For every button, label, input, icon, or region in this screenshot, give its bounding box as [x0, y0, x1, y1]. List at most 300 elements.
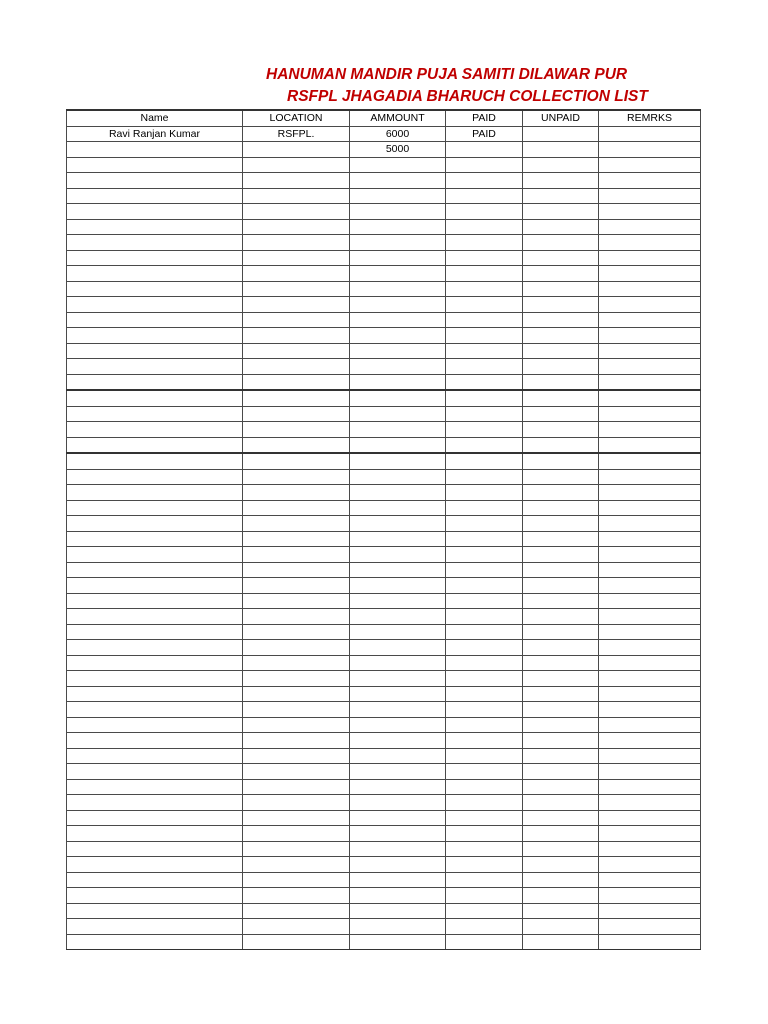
cell-location: [243, 764, 350, 780]
table-row: [67, 250, 701, 266]
cell-unpaid: [523, 547, 599, 563]
cell-paid: [446, 390, 523, 406]
table-row: [67, 281, 701, 297]
cell-location: [243, 485, 350, 501]
cell-remarks: [599, 593, 701, 609]
cell-remarks: [599, 250, 701, 266]
column-header-unpaid: UNPAID: [523, 110, 599, 126]
cell-paid: [446, 857, 523, 873]
cell-name: [67, 919, 243, 935]
table-row: [67, 764, 701, 780]
cell-location: [243, 297, 350, 313]
cell-remarks: [599, 173, 701, 189]
cell-amount: [350, 795, 446, 811]
cell-unpaid: [523, 390, 599, 406]
cell-paid: [446, 826, 523, 842]
cell-paid: [446, 173, 523, 189]
cell-remarks: [599, 686, 701, 702]
table-row: [67, 516, 701, 532]
cell-unpaid: [523, 453, 599, 469]
cell-amount: [350, 343, 446, 359]
cell-name: [67, 717, 243, 733]
cell-unpaid: [523, 888, 599, 904]
cell-location: [243, 469, 350, 485]
table-row: [67, 531, 701, 547]
cell-amount: [350, 624, 446, 640]
cell-amount: [350, 173, 446, 189]
cell-paid: PAID: [446, 126, 523, 142]
cell-remarks: [599, 500, 701, 516]
cell-location: [243, 919, 350, 935]
cell-remarks: [599, 655, 701, 671]
cell-amount: [350, 764, 446, 780]
table-row: [67, 297, 701, 313]
cell-paid: [446, 624, 523, 640]
cell-location: [243, 437, 350, 453]
cell-location: [243, 328, 350, 344]
cell-unpaid: [523, 406, 599, 422]
table-row: [67, 733, 701, 749]
cell-location: [243, 516, 350, 532]
cell-location: [243, 500, 350, 516]
cell-name: [67, 328, 243, 344]
cell-amount: [350, 406, 446, 422]
cell-name: [67, 188, 243, 204]
table-row: [67, 235, 701, 251]
cell-paid: [446, 188, 523, 204]
table-row: [67, 157, 701, 173]
cell-location: [243, 717, 350, 733]
cell-remarks: [599, 671, 701, 687]
document-title-line-2: RSFPL JHAGADIA BHARUCH COLLECTION LIST: [287, 88, 648, 105]
table-row: [67, 422, 701, 438]
cell-remarks: [599, 204, 701, 220]
cell-location: [243, 655, 350, 671]
cell-remarks: [599, 578, 701, 594]
cell-amount: [350, 469, 446, 485]
cell-remarks: [599, 826, 701, 842]
cell-unpaid: [523, 157, 599, 173]
cell-location: [243, 173, 350, 189]
cell-unpaid: [523, 872, 599, 888]
cell-name: [67, 888, 243, 904]
cell-name: [67, 235, 243, 251]
table-row: [67, 655, 701, 671]
cell-paid: [446, 795, 523, 811]
cell-unpaid: [523, 312, 599, 328]
table-row: [67, 624, 701, 640]
cell-paid: [446, 547, 523, 563]
cell-name: [67, 250, 243, 266]
cell-location: [243, 841, 350, 857]
cell-name: [67, 795, 243, 811]
table-row: [67, 826, 701, 842]
cell-name: [67, 485, 243, 501]
cell-amount: [350, 235, 446, 251]
cell-unpaid: [523, 671, 599, 687]
cell-name: [67, 343, 243, 359]
cell-name: [67, 779, 243, 795]
cell-location: [243, 281, 350, 297]
cell-unpaid: [523, 578, 599, 594]
cell-unpaid: [523, 204, 599, 220]
cell-name: [67, 219, 243, 235]
cell-paid: [446, 640, 523, 656]
cell-name: [67, 671, 243, 687]
cell-unpaid: [523, 235, 599, 251]
cell-paid: [446, 578, 523, 594]
table-header-row: [67, 110, 701, 126]
cell-paid: [446, 485, 523, 501]
cell-remarks: [599, 841, 701, 857]
cell-remarks: [599, 562, 701, 578]
cell-remarks: [599, 142, 701, 158]
cell-location: [243, 702, 350, 718]
cell-unpaid: [523, 795, 599, 811]
cell-amount: [350, 266, 446, 282]
cell-name: [67, 857, 243, 873]
table-row: [67, 406, 701, 422]
table-row: [67, 578, 701, 594]
cell-unpaid: [523, 531, 599, 547]
table-row: [67, 609, 701, 625]
cell-paid: [446, 500, 523, 516]
cell-unpaid: [523, 516, 599, 532]
cell-unpaid: [523, 686, 599, 702]
cell-location: [243, 453, 350, 469]
column-header-paid: PAID: [446, 110, 523, 126]
cell-amount: [350, 328, 446, 344]
cell-unpaid: [523, 764, 599, 780]
table-row: [67, 469, 701, 485]
cell-paid: [446, 469, 523, 485]
cell-paid: [446, 702, 523, 718]
cell-name: [67, 374, 243, 390]
cell-paid: [446, 374, 523, 390]
cell-paid: [446, 733, 523, 749]
cell-unpaid: [523, 810, 599, 826]
cell-name: [67, 593, 243, 609]
cell-unpaid: [523, 359, 599, 375]
cell-name: [67, 297, 243, 313]
table-row: [67, 142, 701, 158]
cell-paid: [446, 717, 523, 733]
cell-name: [67, 312, 243, 328]
cell-remarks: [599, 531, 701, 547]
cell-location: [243, 857, 350, 873]
cell-location: [243, 795, 350, 811]
cell-remarks: [599, 717, 701, 733]
cell-remarks: [599, 903, 701, 919]
cell-name: [67, 686, 243, 702]
cell-name: [67, 934, 243, 950]
cell-remarks: [599, 609, 701, 625]
table-row: [67, 343, 701, 359]
table-row: [67, 312, 701, 328]
cell-name: [67, 359, 243, 375]
table-row: [67, 748, 701, 764]
table-row: [67, 359, 701, 375]
cell-name: [67, 764, 243, 780]
cell-paid: [446, 204, 523, 220]
cell-name: [67, 748, 243, 764]
cell-unpaid: [523, 485, 599, 501]
cell-remarks: [599, 934, 701, 950]
cell-remarks: [599, 297, 701, 313]
cell-location: [243, 686, 350, 702]
cell-location: [243, 903, 350, 919]
cell-name: [67, 469, 243, 485]
cell-location: [243, 157, 350, 173]
cell-name: [67, 500, 243, 516]
cell-amount: [350, 516, 446, 532]
cell-location: [243, 390, 350, 406]
cell-remarks: [599, 281, 701, 297]
cell-name: [67, 640, 243, 656]
cell-unpaid: [523, 717, 599, 733]
table-row: [67, 888, 701, 904]
table-row: [67, 810, 701, 826]
cell-name: [67, 142, 243, 158]
cell-name: [67, 390, 243, 406]
cell-unpaid: [523, 142, 599, 158]
cell-unpaid: [523, 934, 599, 950]
cell-paid: [446, 593, 523, 609]
cell-remarks: [599, 919, 701, 935]
table-body: [67, 126, 701, 950]
table-row: [67, 547, 701, 563]
cell-location: [243, 733, 350, 749]
column-header-name: Name: [67, 110, 243, 126]
cell-name: [67, 204, 243, 220]
table-row: [67, 640, 701, 656]
table-row: [67, 500, 701, 516]
cell-location: [243, 374, 350, 390]
cell-paid: [446, 655, 523, 671]
cell-remarks: [599, 547, 701, 563]
cell-amount: 5000: [350, 142, 446, 158]
cell-remarks: [599, 453, 701, 469]
cell-unpaid: [523, 343, 599, 359]
cell-remarks: [599, 188, 701, 204]
cell-paid: [446, 516, 523, 532]
cell-amount: [350, 547, 446, 563]
cell-name: [67, 422, 243, 438]
cell-unpaid: [523, 857, 599, 873]
cell-remarks: [599, 795, 701, 811]
table-row: [67, 795, 701, 811]
cell-amount: [350, 888, 446, 904]
cell-name: [67, 173, 243, 189]
cell-paid: [446, 779, 523, 795]
cell-name: [67, 903, 243, 919]
cell-name: [67, 702, 243, 718]
cell-amount: [350, 872, 446, 888]
table-row: [67, 204, 701, 220]
cell-name: [67, 872, 243, 888]
cell-paid: [446, 872, 523, 888]
collection-table: [66, 109, 701, 950]
cell-paid: [446, 531, 523, 547]
cell-location: [243, 531, 350, 547]
cell-paid: [446, 764, 523, 780]
cell-amount: [350, 204, 446, 220]
cell-paid: [446, 266, 523, 282]
cell-amount: [350, 919, 446, 935]
cell-unpaid: [523, 469, 599, 485]
cell-paid: [446, 157, 523, 173]
cell-remarks: [599, 810, 701, 826]
cell-amount: [350, 219, 446, 235]
cell-paid: [446, 453, 523, 469]
cell-name: [67, 609, 243, 625]
cell-amount: [350, 437, 446, 453]
cell-amount: [350, 562, 446, 578]
cell-unpaid: [523, 624, 599, 640]
cell-unpaid: [523, 562, 599, 578]
cell-unpaid: [523, 374, 599, 390]
cell-unpaid: [523, 903, 599, 919]
cell-amount: [350, 903, 446, 919]
cell-paid: [446, 934, 523, 950]
cell-unpaid: [523, 655, 599, 671]
table-row: [67, 686, 701, 702]
cell-paid: [446, 748, 523, 764]
table-row: [67, 328, 701, 344]
cell-unpaid: [523, 500, 599, 516]
cell-name: [67, 547, 243, 563]
cell-remarks: [599, 235, 701, 251]
cell-location: [243, 204, 350, 220]
cell-paid: [446, 437, 523, 453]
cell-name: Ravi Ranjan Kumar: [67, 126, 243, 142]
cell-name: [67, 562, 243, 578]
cell-remarks: [599, 390, 701, 406]
table-row: [67, 126, 701, 142]
cell-amount: [350, 281, 446, 297]
cell-location: [243, 872, 350, 888]
cell-amount: [350, 250, 446, 266]
cell-location: [243, 593, 350, 609]
cell-remarks: [599, 219, 701, 235]
cell-location: [243, 671, 350, 687]
cell-name: [67, 624, 243, 640]
table-row: [67, 717, 701, 733]
cell-remarks: [599, 779, 701, 795]
cell-location: RSFPL.: [243, 126, 350, 142]
cell-name: [67, 516, 243, 532]
cell-amount: [350, 934, 446, 950]
cell-amount: [350, 717, 446, 733]
cell-paid: [446, 281, 523, 297]
cell-paid: [446, 609, 523, 625]
cell-location: [243, 343, 350, 359]
cell-amount: [350, 733, 446, 749]
cell-amount: [350, 748, 446, 764]
cell-paid: [446, 219, 523, 235]
cell-location: [243, 142, 350, 158]
cell-amount: 6000: [350, 126, 446, 142]
cell-amount: [350, 779, 446, 795]
cell-remarks: [599, 406, 701, 422]
table-row: [67, 857, 701, 873]
cell-paid: [446, 250, 523, 266]
cell-remarks: [599, 733, 701, 749]
cell-location: [243, 312, 350, 328]
cell-amount: [350, 671, 446, 687]
cell-amount: [350, 422, 446, 438]
cell-amount: [350, 188, 446, 204]
cell-remarks: [599, 748, 701, 764]
cell-unpaid: [523, 779, 599, 795]
cell-amount: [350, 686, 446, 702]
cell-location: [243, 219, 350, 235]
cell-amount: [350, 578, 446, 594]
cell-unpaid: [523, 281, 599, 297]
cell-location: [243, 624, 350, 640]
cell-remarks: [599, 516, 701, 532]
cell-amount: [350, 702, 446, 718]
cell-location: [243, 609, 350, 625]
cell-unpaid: [523, 297, 599, 313]
cell-unpaid: [523, 609, 599, 625]
cell-amount: [350, 609, 446, 625]
table-row: [67, 779, 701, 795]
cell-amount: [350, 857, 446, 873]
cell-location: [243, 562, 350, 578]
table-row: [67, 188, 701, 204]
cell-unpaid: [523, 328, 599, 344]
cell-unpaid: [523, 841, 599, 857]
cell-unpaid: [523, 733, 599, 749]
cell-unpaid: [523, 437, 599, 453]
cell-name: [67, 406, 243, 422]
table-row: [67, 593, 701, 609]
cell-unpaid: [523, 173, 599, 189]
table-row: [67, 173, 701, 189]
cell-remarks: [599, 624, 701, 640]
cell-name: [67, 437, 243, 453]
cell-unpaid: [523, 250, 599, 266]
cell-unpaid: [523, 702, 599, 718]
cell-unpaid: [523, 748, 599, 764]
cell-name: [67, 157, 243, 173]
cell-paid: [446, 359, 523, 375]
cell-unpaid: [523, 126, 599, 142]
cell-amount: [350, 297, 446, 313]
cell-location: [243, 422, 350, 438]
cell-name: [67, 810, 243, 826]
cell-name: [67, 655, 243, 671]
cell-remarks: [599, 126, 701, 142]
cell-unpaid: [523, 188, 599, 204]
cell-amount: [350, 374, 446, 390]
cell-remarks: [599, 422, 701, 438]
table-row: [67, 390, 701, 406]
document-title-line-1: HANUMAN MANDIR PUJA SAMITI DILAWAR PUR: [266, 66, 628, 83]
cell-paid: [446, 142, 523, 158]
cell-remarks: [599, 764, 701, 780]
table-row: [67, 374, 701, 390]
cell-location: [243, 810, 350, 826]
cell-amount: [350, 390, 446, 406]
cell-location: [243, 934, 350, 950]
cell-amount: [350, 810, 446, 826]
cell-location: [243, 826, 350, 842]
cell-remarks: [599, 437, 701, 453]
cell-remarks: [599, 157, 701, 173]
cell-location: [243, 578, 350, 594]
